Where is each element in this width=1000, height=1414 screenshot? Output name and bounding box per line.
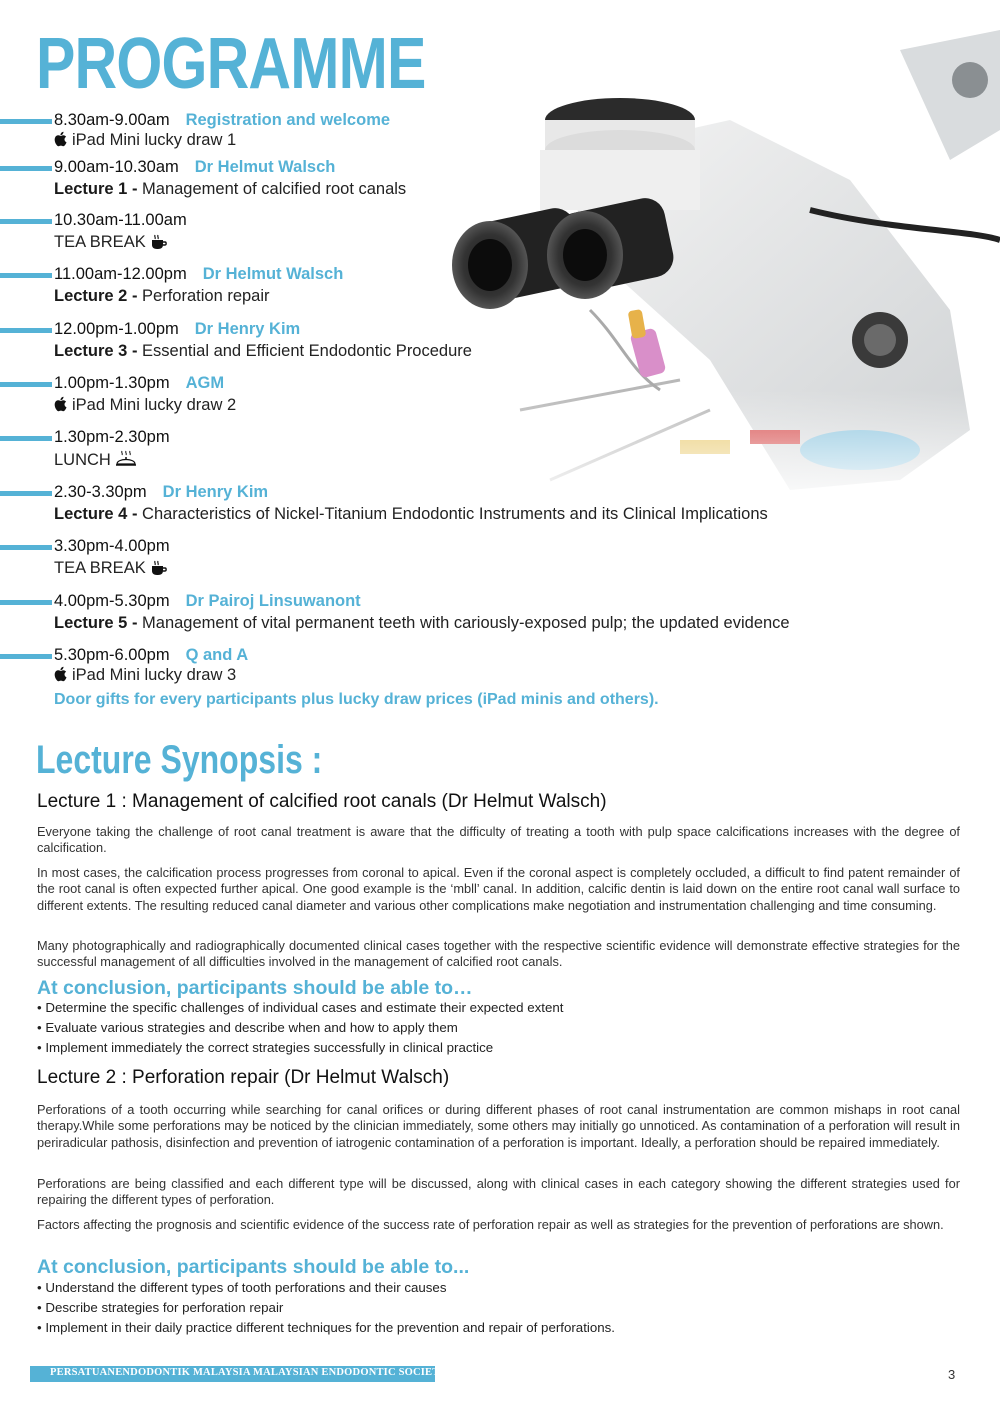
time: 9.00am-10.30am (54, 158, 179, 176)
lecture-title: Perforation repair (142, 287, 270, 305)
lecture-number: Lecture 1 - (54, 180, 143, 198)
lecture2-heading: Lecture 2 : Perforation repair (Dr Helmut Walsch) (37, 1067, 450, 1088)
lecture-title: Management of vital permanent teeth with cariously-exposed pulp; the updated evidence (142, 614, 790, 632)
lecture1-bullet: • Implement immediately the correct strategies successfully in clinical practice (37, 1040, 494, 1055)
speaker: Dr Henry Kim (194, 320, 301, 338)
session-title: AGM (185, 374, 225, 392)
session-detail: iPad Mini lucky draw 1 (72, 131, 237, 149)
session-detail: iPad Mini lucky draw 3 (72, 666, 237, 684)
speaker: Dr Henry Kim (162, 483, 269, 501)
time: 10.30am-11.00am (54, 211, 187, 229)
food-dish-icon (115, 450, 137, 468)
lecture1-bullet: • Determine the specific challenges of individual cases and estimate their expected extent (37, 1000, 564, 1015)
time: 4.00pm-5.30pm (54, 592, 170, 610)
page-title: PROGRAMME (36, 24, 426, 104)
row-marker (0, 219, 52, 224)
row-marker (0, 654, 52, 659)
speaker: Dr Pairoj Linsuwanont (185, 592, 361, 610)
apple-icon (54, 131, 68, 147)
break-label: TEA BREAK (54, 559, 146, 577)
synopsis-title: Lecture Synopsis : (36, 738, 323, 782)
lecture-number: Lecture 2 - (54, 287, 143, 305)
lecture1-conclusion: At conclusion, participants should be able to… (37, 977, 473, 999)
session-title: Registration and welcome (185, 111, 391, 129)
lecture1-paragraph: Everyone taking the challenge of root canal treatment is aware that the difficulty of treating a tooth with pulp space calcifications increases with the degree of calcification. (37, 824, 960, 856)
row-marker (0, 491, 52, 496)
lecture2-paragraph: Perforations of a tooth occurring while searching for canal orifices or during different phases of root canal instrumentation are common mishaps in root canal therapy.While some perforations may be noticed by the clinician immediately, some others may initially go unnoticed. As contamination of a perforation will result in periradicular pathosis, disinfection and prevention of iatrogenic contamination of a perforation is important. Ideally, a perforation should be repaired immediately. (37, 1102, 960, 1150)
coffee-cup-icon (150, 560, 168, 576)
row-marker (0, 600, 52, 605)
row-marker (0, 545, 52, 550)
lecture2-bullet: • Understand the different types of tooth perforations and their causes (37, 1280, 447, 1295)
lecture2-paragraph: Perforations are being classified and each different type will be discussed, along with clinical cases in each category showing the different strategies used for repairing the different types of perforation. (37, 1176, 960, 1208)
time: 2.30-3.30pm (54, 483, 147, 501)
speaker: Dr Helmut Walsch (202, 265, 344, 283)
speaker: Dr Helmut Walsch (194, 158, 336, 176)
lecture1-paragraph: Many photographically and radiographically documented clinical cases together with the respective scientific evidence will demonstrate effective strategies for the successful management of all difficulties involved in the management of calcified root canals. (37, 938, 960, 970)
lecture-number: Lecture 4 - (54, 505, 143, 523)
apple-icon (54, 666, 68, 682)
row-marker (0, 119, 52, 124)
lecture1-paragraph: In most cases, the calcification process progresses from coronal to apical. Even if the coronal aspect is completely occluded, a difficult to find patent remainder of the root canal is often expected further apical. One good example is the ‘mbll’ canal. In addition, calcific dentin is laid down on the entire root canal wall surface to different extents. The resulting reduced canal diameter and various other complications make negotiation and instrumentation challenging and time consuming. (37, 865, 960, 913)
time: 8.30am-9.00am (54, 111, 170, 129)
time: 1.30pm-2.30pm (54, 428, 170, 446)
lecture-title: Characteristics of Nickel-Titanium Endodontic Instruments and its Clinical Implications (142, 505, 768, 523)
lecture2-bullet: • Implement in their daily practice different techniques for the prevention and repair of perforations. (37, 1320, 615, 1335)
lecture2-bullet: • Describe strategies for perforation repair (37, 1300, 284, 1315)
time: 11.00am-12.00pm (54, 265, 187, 283)
page-number: 3 (948, 1367, 956, 1382)
time: 12.00pm-1.00pm (54, 320, 179, 338)
lecture2-conclusion: At conclusion, participants should be able to... (37, 1256, 470, 1278)
lecture1-heading: Lecture 1 : Management of calcified root canals (Dr Helmut Walsch) (37, 791, 607, 812)
apple-icon (54, 396, 68, 412)
row-marker (0, 382, 52, 387)
coffee-cup-icon (150, 234, 168, 250)
row-marker (0, 273, 52, 278)
door-gifts-note: Door gifts for every participants plus lucky draw prices (iPad minis and others). (54, 691, 659, 708)
session-detail: iPad Mini lucky draw 2 (72, 396, 237, 414)
row-marker (0, 328, 52, 333)
footer-society-name: PERSATUANENDODONTIK MALAYSIA MALAYSIAN ENDODONTIC SOCIETY (50, 1367, 448, 1378)
lecture2-paragraph: Factors affecting the prognosis and scientific evidence of the success rate of perforation repair as well as strategies for the prevention of perforations are shown. (37, 1217, 944, 1232)
microscope-illustration (430, 10, 1000, 510)
row-marker (0, 166, 52, 171)
break-label: LUNCH (54, 451, 111, 469)
lecture-number: Lecture 5 - (54, 614, 143, 632)
session-title: Q and A (185, 646, 249, 664)
time: 1.00pm-1.30pm (54, 374, 170, 392)
lecture-number: Lecture 3 - (54, 342, 143, 360)
row-marker (0, 436, 52, 441)
lecture-title: Essential and Efficient Endodontic Procedure (142, 342, 472, 360)
lecture1-bullet: • Evaluate various strategies and describe when and how to apply them (37, 1020, 458, 1035)
time: 5.30pm-6.00pm (54, 646, 170, 664)
break-label: TEA BREAK (54, 233, 146, 251)
time: 3.30pm-4.00pm (54, 537, 170, 555)
lecture-title: Management of calcified root canals (142, 180, 407, 198)
